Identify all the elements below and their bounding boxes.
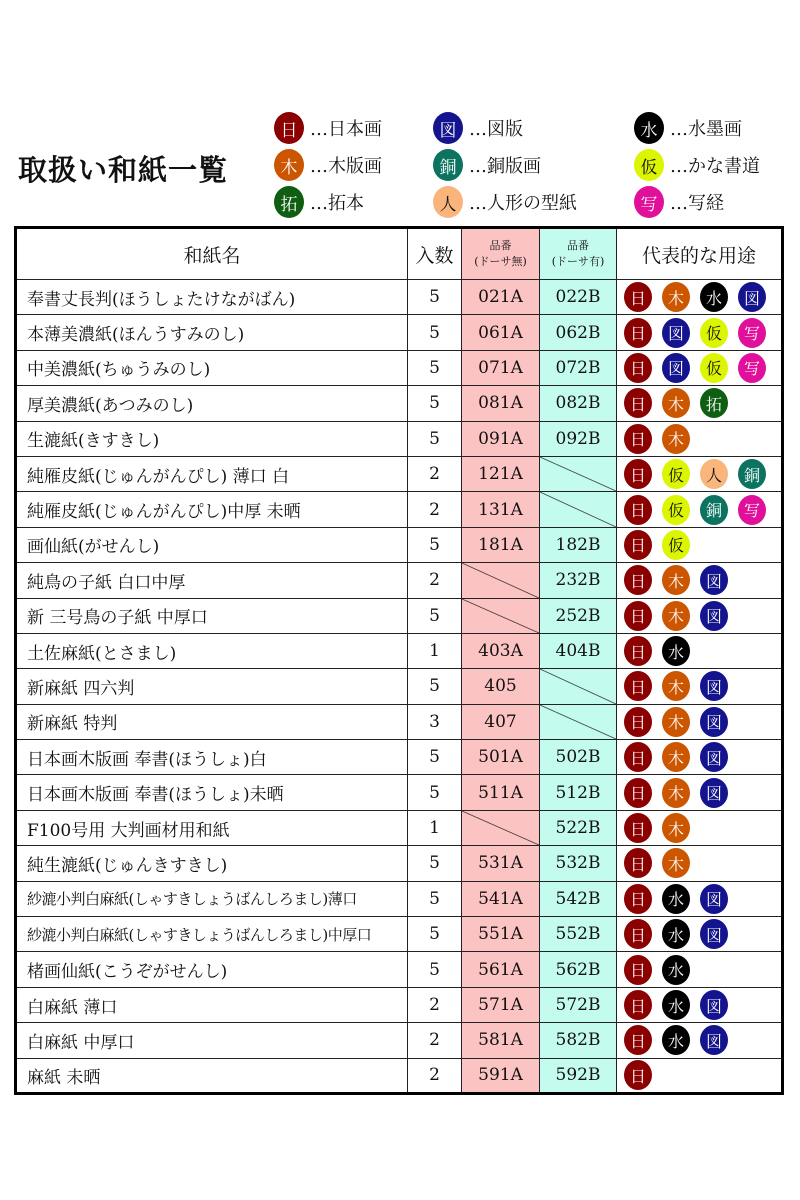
- table-row: [16, 386, 783, 421]
- quantity: 2: [408, 987, 462, 1022]
- nihonga-icon: 日: [624, 282, 652, 312]
- suibokuga-icon: 水: [662, 1025, 690, 1055]
- header-code-a: [462, 228, 540, 280]
- quantity: 5: [408, 669, 462, 704]
- uses: [617, 846, 783, 881]
- page-title: 取扱い和紙一覧: [18, 153, 229, 187]
- code-without-dosa: 405: [462, 669, 540, 704]
- mokuhanga-icon: 木: [662, 848, 690, 878]
- paper-name: 奉書丈長判(ほうしょたけながばん): [16, 280, 408, 315]
- nihonga-icon: 日: [624, 955, 652, 985]
- quantity: 2: [408, 1023, 462, 1058]
- uses: [617, 421, 783, 456]
- kana-icon: 仮: [700, 318, 728, 348]
- mokuhanga-icon: 木: [662, 565, 690, 595]
- suibokuga-icon: 水: [662, 990, 690, 1020]
- uses: [617, 386, 783, 421]
- code-without-dosa: 181A: [462, 527, 540, 562]
- nihonga-icon: 日: [624, 353, 652, 383]
- quantity: 2: [408, 1058, 462, 1093]
- table-row: [16, 775, 783, 810]
- code-with-dosa: 552B: [540, 917, 617, 952]
- table-row: [16, 315, 783, 350]
- nihonga-icon: 日: [624, 813, 652, 843]
- uses: [617, 1058, 783, 1093]
- zuhan-icon: 図: [662, 353, 690, 383]
- code-without-dosa: 531A: [462, 846, 540, 881]
- code-with-dosa-none: [540, 492, 617, 527]
- code-without-dosa: 091A: [462, 421, 540, 456]
- quantity: 2: [408, 492, 462, 527]
- quantity: 3: [408, 704, 462, 739]
- quantity: 5: [408, 740, 462, 775]
- code-without-dosa: 061A: [462, 315, 540, 350]
- uses: [617, 1023, 783, 1058]
- quantity: 2: [408, 563, 462, 598]
- uses: [617, 527, 783, 562]
- header-name: 和紙名: [16, 228, 408, 280]
- code-without-dosa: 131A: [462, 492, 540, 527]
- dohanga-icon: 銅: [433, 149, 463, 181]
- zuhan-icon: 図: [700, 742, 728, 772]
- zuhan-icon: 図: [700, 919, 728, 949]
- code-with-dosa: 182B: [540, 527, 617, 562]
- paper-name: 麻紙 未晒: [16, 1058, 408, 1093]
- legend-label: …日本画: [310, 119, 382, 140]
- code-without-dosa: 407: [462, 704, 540, 739]
- code-with-dosa: 072B: [540, 350, 617, 385]
- shakyo-icon: 写: [738, 353, 766, 383]
- code-with-dosa: 082B: [540, 386, 617, 421]
- table-row: [16, 846, 783, 881]
- table-row: [16, 881, 783, 916]
- quantity: 5: [408, 421, 462, 456]
- paper-name: 紗漉小判白麻紙(しゃすきしょうばんしろまし)中厚口: [16, 917, 408, 952]
- legend-label: …写経: [670, 193, 724, 214]
- legend-label: …図版: [469, 119, 523, 140]
- header-code-b-bottom: (ドーサ有): [551, 255, 605, 268]
- shakyo-icon: 写: [634, 186, 664, 218]
- code-with-dosa-none: [540, 669, 617, 704]
- table-row: [16, 740, 783, 775]
- legend-label: …かな書道: [670, 156, 760, 177]
- mokuhanga-icon: 木: [662, 742, 690, 772]
- legend-label: …人形の型紙: [469, 193, 577, 214]
- nihonga-icon: 日: [624, 318, 652, 348]
- kana-icon: 仮: [700, 353, 728, 383]
- table-row: [16, 563, 783, 598]
- mokuhanga-icon: 木: [662, 424, 690, 454]
- uses: [617, 740, 783, 775]
- uses: [617, 704, 783, 739]
- code-with-dosa: 092B: [540, 421, 617, 456]
- uses: [617, 350, 783, 385]
- header-code-a-bottom: (ドーサ無): [474, 255, 527, 268]
- quantity: 5: [408, 386, 462, 421]
- code-without-dosa: 021A: [462, 280, 540, 315]
- nihonga-icon: 日: [624, 459, 652, 489]
- code-with-dosa: 592B: [540, 1058, 617, 1093]
- quantity: 5: [408, 952, 462, 987]
- code-with-dosa-none: [540, 456, 617, 491]
- paper-name: 新麻紙 四六判: [16, 669, 408, 704]
- paper-name: 純生漉紙(じゅんきすきし): [16, 846, 408, 881]
- legend-item: [274, 186, 364, 218]
- kana-icon: 仮: [662, 459, 690, 489]
- header-code-a-top: 品番: [489, 239, 512, 252]
- header-count: 入数: [408, 228, 462, 280]
- table-row: [16, 280, 783, 315]
- ningyo-icon: 人: [433, 186, 463, 218]
- legend-item: [433, 112, 523, 144]
- uses: [617, 456, 783, 491]
- zuhan-icon: 図: [738, 282, 766, 312]
- paper-name: 画仙紙(がせんし): [16, 527, 408, 562]
- table-row: [16, 598, 783, 633]
- paper-name: 白麻紙 薄口: [16, 987, 408, 1022]
- uses: [617, 315, 783, 350]
- quantity: 5: [408, 775, 462, 810]
- nihonga-icon: 日: [624, 778, 652, 808]
- nihonga-icon: 日: [624, 424, 652, 454]
- paper-name: 純鳥の子紙 白口中厚: [16, 563, 408, 598]
- quantity: 5: [408, 598, 462, 633]
- uses: [617, 492, 783, 527]
- mokuhanga-icon: 木: [662, 601, 690, 631]
- table-row: [16, 917, 783, 952]
- uses: [617, 598, 783, 633]
- paper-name: 純雁皮紙(じゅんがんぴし)中厚 未晒: [16, 492, 408, 527]
- zuhan-icon: 図: [700, 707, 728, 737]
- quantity: 5: [408, 846, 462, 881]
- mokuhanga-icon: 木: [662, 778, 690, 808]
- nihonga-icon: 日: [624, 919, 652, 949]
- nihonga-icon: 日: [624, 884, 652, 914]
- paper-name: 新 三号鳥の子紙 中厚口: [16, 598, 408, 633]
- nihonga-icon: 日: [624, 495, 652, 525]
- paper-name: F100号用 大判画材用和紙: [16, 810, 408, 845]
- quantity: 5: [408, 527, 462, 562]
- dohanga-icon: 銅: [738, 459, 766, 489]
- paper-name: 純雁皮紙(じゅんがんぴし) 薄口 白: [16, 456, 408, 491]
- code-without-dosa: 071A: [462, 350, 540, 385]
- legend-item: [274, 149, 382, 181]
- quantity: 1: [408, 810, 462, 845]
- code-with-dosa: 562B: [540, 952, 617, 987]
- uses: [617, 987, 783, 1022]
- uses: [617, 280, 783, 315]
- table-row: [16, 952, 783, 987]
- legend-item: [433, 186, 577, 218]
- mokuhanga-icon: 木: [662, 671, 690, 701]
- code-without-dosa-none: [462, 598, 540, 633]
- quantity: 5: [408, 881, 462, 916]
- code-without-dosa: 581A: [462, 1023, 540, 1058]
- dohanga-icon: 銅: [700, 495, 728, 525]
- zuhan-icon: 図: [662, 318, 690, 348]
- paper-name: 白麻紙 中厚口: [16, 1023, 408, 1058]
- nihonga-icon: 日: [624, 1025, 652, 1055]
- code-without-dosa: 511A: [462, 775, 540, 810]
- code-with-dosa: 512B: [540, 775, 617, 810]
- nihonga-icon: 日: [624, 1060, 652, 1090]
- legend-label: …拓本: [310, 193, 364, 214]
- code-without-dosa: 561A: [462, 952, 540, 987]
- nihonga-icon: 日: [274, 112, 304, 144]
- paper-name: 新麻紙 特判: [16, 704, 408, 739]
- paper-name: 生漉紙(きすきし): [16, 421, 408, 456]
- nihonga-icon: 日: [624, 990, 652, 1020]
- legend-item: [634, 149, 760, 181]
- zuhan-icon: 図: [700, 778, 728, 808]
- legend-item: [274, 112, 382, 144]
- kana-icon: 仮: [662, 530, 690, 560]
- suibokuga-icon: 水: [662, 955, 690, 985]
- code-without-dosa: 403A: [462, 633, 540, 668]
- kana-icon: 仮: [634, 149, 664, 181]
- uses: [617, 917, 783, 952]
- legend-label: …銅版画: [469, 156, 541, 177]
- table-row: [16, 669, 783, 704]
- zuhan-icon: 図: [700, 671, 728, 701]
- paper-name: 土佐麻紙(とさまし): [16, 633, 408, 668]
- code-without-dosa: 081A: [462, 386, 540, 421]
- code-without-dosa: 501A: [462, 740, 540, 775]
- code-with-dosa: 582B: [540, 1023, 617, 1058]
- table-row: [16, 633, 783, 668]
- header-code-b: [540, 228, 617, 280]
- code-without-dosa: 121A: [462, 456, 540, 491]
- zuhan-icon: 図: [700, 565, 728, 595]
- ningyo-icon: 人: [700, 459, 728, 489]
- code-without-dosa-none: [462, 810, 540, 845]
- zuhan-icon: 図: [700, 601, 728, 631]
- zuhan-icon: 図: [433, 112, 463, 144]
- code-with-dosa: 404B: [540, 633, 617, 668]
- code-with-dosa: 532B: [540, 846, 617, 881]
- suibokuga-icon: 水: [662, 919, 690, 949]
- quantity: 5: [408, 917, 462, 952]
- table-row: [16, 987, 783, 1022]
- quantity: 5: [408, 315, 462, 350]
- code-with-dosa: 572B: [540, 987, 617, 1022]
- header-code-b-top: 品番: [567, 239, 589, 252]
- mokuhanga-icon: 木: [662, 707, 690, 737]
- takuhon-icon: 拓: [700, 388, 728, 418]
- legend-label: …木版画: [310, 156, 382, 177]
- paper-name: 本薄美濃紙(ほんうすみのし): [16, 315, 408, 350]
- nihonga-icon: 日: [624, 388, 652, 418]
- nihonga-icon: 日: [624, 636, 652, 666]
- quantity: 5: [408, 280, 462, 315]
- kana-icon: 仮: [662, 495, 690, 525]
- paper-name: 厚美濃紙(あつみのし): [16, 386, 408, 421]
- uses: [617, 810, 783, 845]
- legend-item: [634, 186, 724, 218]
- code-without-dosa: 541A: [462, 881, 540, 916]
- nihonga-icon: 日: [624, 848, 652, 878]
- paper-name: 紗漉小判白麻紙(しゃすきしょうばんしろまし)薄口: [16, 881, 408, 916]
- quantity: 2: [408, 456, 462, 491]
- legend-item: [634, 112, 742, 144]
- quantity: 5: [408, 350, 462, 385]
- code-with-dosa-none: [540, 704, 617, 739]
- table-row: [16, 456, 783, 491]
- paper-name: 中美濃紙(ちゅうみのし): [16, 350, 408, 385]
- header-uses: 代表的な用途: [617, 228, 783, 280]
- code-with-dosa: 542B: [540, 881, 617, 916]
- suibokuga-icon: 水: [662, 884, 690, 914]
- uses: [617, 669, 783, 704]
- uses: [617, 952, 783, 987]
- suibokuga-icon: 水: [662, 636, 690, 666]
- uses: [617, 563, 783, 598]
- nihonga-icon: 日: [624, 601, 652, 631]
- legend-label: …水墨画: [670, 119, 742, 140]
- nihonga-icon: 日: [624, 707, 652, 737]
- code-with-dosa: 252B: [540, 598, 617, 633]
- nihonga-icon: 日: [624, 671, 652, 701]
- mokuhanga-icon: 木: [662, 282, 690, 312]
- nihonga-icon: 日: [624, 565, 652, 595]
- zuhan-icon: 図: [700, 1025, 728, 1055]
- code-with-dosa: 022B: [540, 280, 617, 315]
- takuhon-icon: 拓: [274, 186, 304, 218]
- legend-item: [433, 149, 541, 181]
- mokuhanga-icon: 木: [662, 813, 690, 843]
- table-header: [16, 228, 783, 280]
- table-row: [16, 492, 783, 527]
- nihonga-icon: 日: [624, 742, 652, 772]
- code-without-dosa: 551A: [462, 917, 540, 952]
- paper-name: 日本画木版画 奉書(ほうしょ)白: [16, 740, 408, 775]
- suibokuga-icon: 水: [634, 112, 664, 144]
- table-row: [16, 1058, 783, 1093]
- mokuhanga-icon: 木: [662, 388, 690, 418]
- table-row: [16, 810, 783, 845]
- zuhan-icon: 図: [700, 884, 728, 914]
- zuhan-icon: 図: [700, 990, 728, 1020]
- table-row: [16, 704, 783, 739]
- code-with-dosa: 232B: [540, 563, 617, 598]
- code-with-dosa: 062B: [540, 315, 617, 350]
- mokuhanga-icon: 木: [274, 149, 304, 181]
- table-row: [16, 350, 783, 385]
- uses: [617, 881, 783, 916]
- suibokuga-icon: 水: [700, 282, 728, 312]
- shakyo-icon: 写: [738, 495, 766, 525]
- code-without-dosa-none: [462, 563, 540, 598]
- shakyo-icon: 写: [738, 318, 766, 348]
- paper-name: 楮画仙紙(こうぞがせんし): [16, 952, 408, 987]
- table-row: [16, 1023, 783, 1058]
- code-without-dosa: 591A: [462, 1058, 540, 1093]
- uses: [617, 633, 783, 668]
- quantity: 1: [408, 633, 462, 668]
- code-without-dosa: 571A: [462, 987, 540, 1022]
- uses: [617, 775, 783, 810]
- code-with-dosa: 502B: [540, 740, 617, 775]
- table-row: [16, 421, 783, 456]
- table-row: [16, 527, 783, 562]
- code-with-dosa: 522B: [540, 810, 617, 845]
- nihonga-icon: 日: [624, 530, 652, 560]
- washi-table: [14, 226, 784, 1095]
- paper-name: 日本画木版画 奉書(ほうしょ)未晒: [16, 775, 408, 810]
